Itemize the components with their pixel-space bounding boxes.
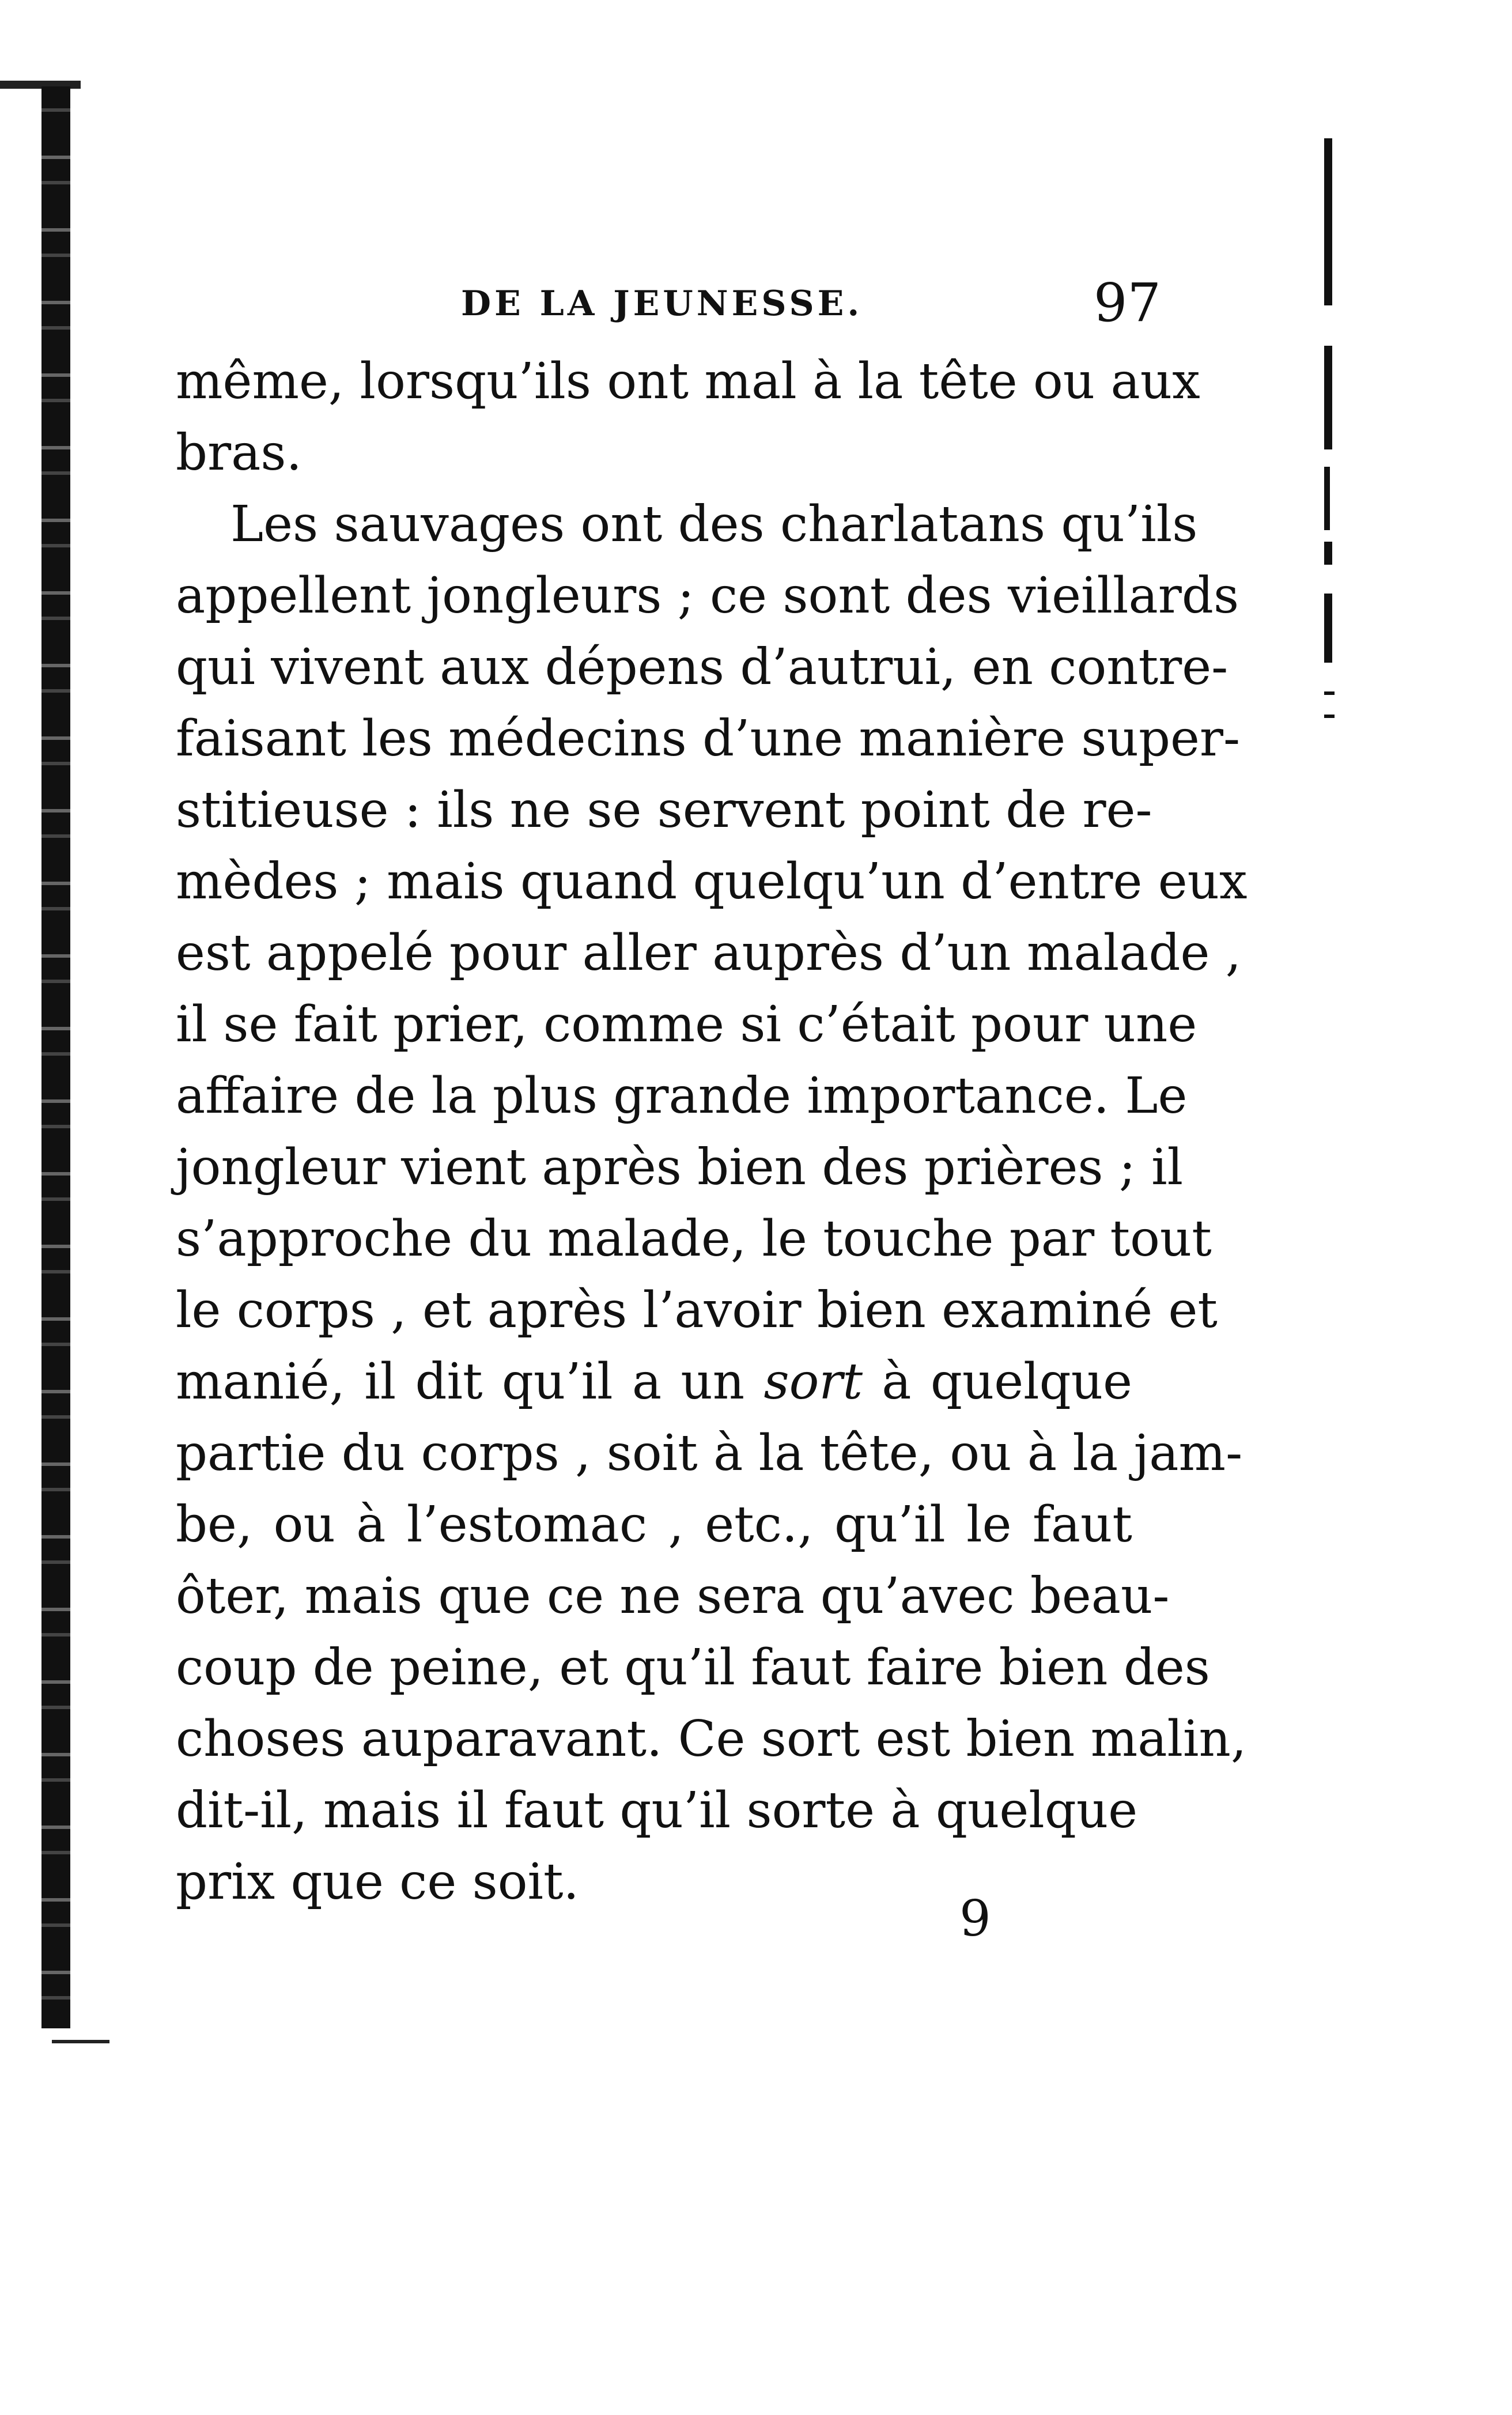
scan-right-marks bbox=[1324, 138, 1341, 726]
text-line: même, lorsqu’ils ont mal à la tête ou aux bbox=[176, 353, 1200, 410]
text-line: est appelé pour aller auprès d’un malade , bbox=[176, 924, 1242, 982]
text-line: prix que ce soit. bbox=[176, 1853, 579, 1911]
body-text bbox=[176, 346, 1248, 1918]
page-number: 97 bbox=[1093, 272, 1161, 334]
text-line: le corps , et après l’avoir bien examiné et bbox=[176, 1282, 1218, 1339]
italic-word: sort bbox=[763, 1353, 863, 1411]
text-line: mèdes ; mais quand quelqu’un d’entre eux bbox=[176, 853, 1248, 910]
text-line: stitieuse : ils ne se servent point de re- bbox=[176, 781, 1152, 839]
scan-binding-foot bbox=[52, 2040, 109, 2043]
text-segment: manié, il dit qu’il a un bbox=[176, 1353, 745, 1411]
text-line: ôter, mais que ce ne sera qu’avec beau- bbox=[176, 1567, 1170, 1625]
text-line: coup de peine, et qu’il faut faire bien des bbox=[176, 1639, 1210, 1696]
text-line: il se fait prier, comme si c’était pour une bbox=[176, 996, 1197, 1053]
text-line: qui vivent aux dépens d’autrui, en contre- bbox=[176, 638, 1228, 696]
text-line: jongleur vient après bien des prières ; il bbox=[176, 1139, 1184, 1196]
text-line: be, ou à l’estomac , etc., qu’il le faut bbox=[176, 1496, 1132, 1554]
text-line: bras. bbox=[176, 424, 302, 482]
scan-binding-edge bbox=[41, 86, 70, 2028]
text-line: dit-il, mais il faut qu’il sorte à quelque bbox=[176, 1782, 1138, 1839]
running-head bbox=[176, 272, 1161, 341]
text-line: affaire de la plus grande importance. Le bbox=[176, 1067, 1188, 1125]
text-line: Les sauvages ont des charlatans qu’ils bbox=[230, 496, 1198, 553]
text-line: s’approche du malade, le touche par tout bbox=[176, 1210, 1212, 1268]
text-line-with-italic bbox=[176, 1346, 1132, 1418]
text-line: partie du corps , soit à la tête, ou à la jam- bbox=[176, 1424, 1243, 1482]
text-line: choses auparavant. Ce sort est bien malin, bbox=[176, 1710, 1247, 1768]
text-line: faisant les médecins d’une manière super- bbox=[176, 710, 1241, 768]
running-title: DE LA JEUNESSE. bbox=[461, 284, 863, 324]
text-segment: à quelque bbox=[863, 1353, 1133, 1411]
text-line: appellent jongleurs ; ce sont des vieillards bbox=[176, 567, 1239, 625]
signature-mark: 9 bbox=[959, 1890, 991, 1948]
